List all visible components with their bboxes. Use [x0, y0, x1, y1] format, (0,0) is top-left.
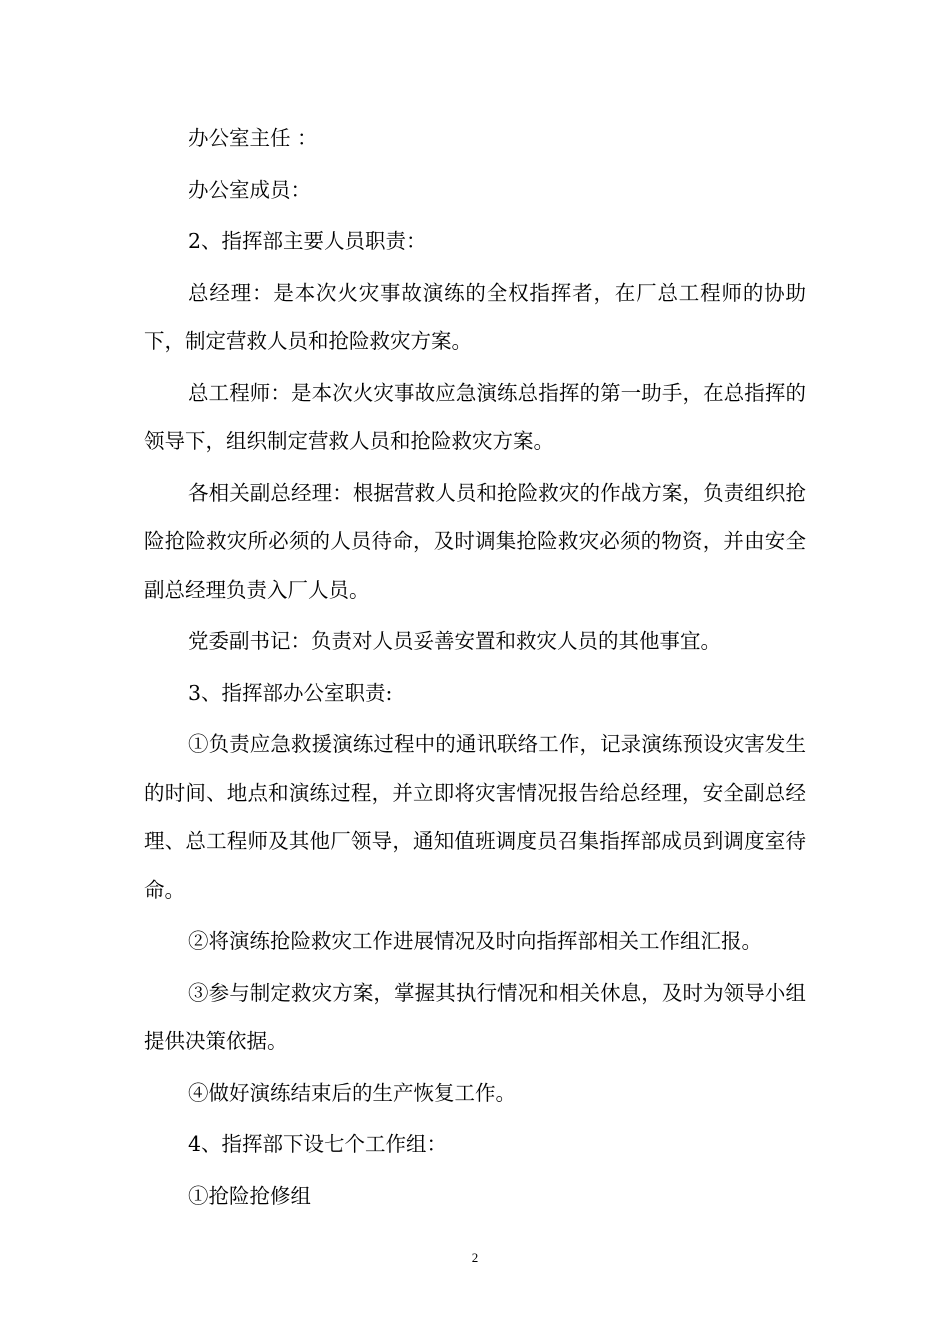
section-heading-main-duties: 2、指挥部主要人员职责： — [188, 229, 427, 253]
paragraph-chief-engineer: 总工程师：是本次火灾事故应急演练总指挥的第一助手，在总指挥的领导下，组织制定营救人员和抢险救灾方案。 — [144, 380, 806, 453]
paragraph-deputy-managers: 各相关副总经理：根据营救人员和抢险救灾的作战方案，负责组织抢险抢险救灾所必须的人员待命，及时调集抢险救灾必须的物资，并由安全副总经理负责入厂人员。 — [144, 480, 806, 602]
section-heading-office-duties: 3、指挥部办公室职责: — [188, 680, 393, 705]
list-item-working-group-1: ①抢险抢修组 — [188, 1183, 311, 1208]
list-item-office-duty-1: ①负责应急救援演练过程中的通讯联络工作，记录演练预设灾害发生的时间、地点和演练过程，并立即将灾害情况报告给总经理，安全副总经理、总工程师及其他厂领导，通知值班调度员召集指挥部成员到调度室待命。 — [144, 732, 806, 902]
paragraph-office-director: 办公室主任 ： — [188, 126, 318, 150]
list-item-office-duty-3: ③参与制定救灾方案，掌握其执行情况和相关休息，及时为领导小组提供决策依据。 — [144, 980, 806, 1053]
paragraph-party-deputy-secretary: 党委副书记：负责对人员妥善安置和救灾人员的其他事宜。 — [188, 629, 721, 653]
section-heading-working-groups: 4、指挥部下设七个工作组： — [188, 1132, 448, 1156]
paragraph-general-manager: 总经理：是本次火灾事故演练的全权指挥者，在厂总工程师的协助下，制定营救人员和抢险救灾方案。 — [144, 280, 806, 353]
page-number: 2 — [471, 1250, 479, 1265]
list-item-office-duty-4: ④做好演练结束后的生产恢复工作。 — [188, 1080, 516, 1105]
list-item-office-duty-2: ②将演练抢险救灾工作进展情况及时向指挥部相关工作组汇报。 — [188, 929, 762, 953]
document-body — [144, 114, 806, 1223]
paragraph-office-members: 办公室成员： — [188, 177, 311, 202]
